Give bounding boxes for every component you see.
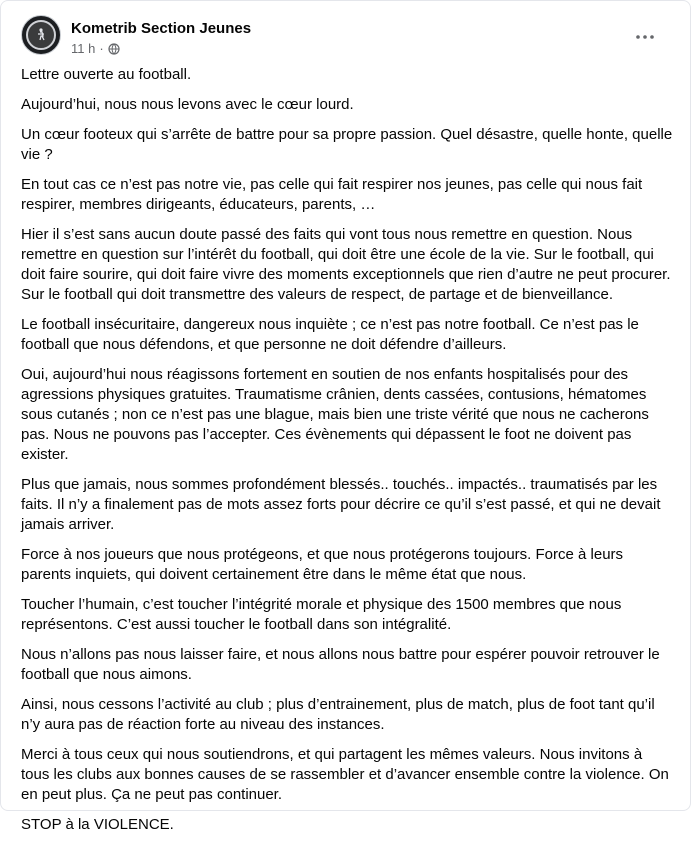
club-logo-icon — [26, 20, 56, 50]
post-paragraph: Force à nos joueurs que nous protégeons, et que nous protégerons toujours. Force à leurs parents inquiets, qui doivent certainement être dans le même état que nous. — [21, 546, 624, 583]
post-header — [21, 15, 674, 59]
post-paragraph: Nous n’allons pas nous laisser faire, et nous allons nous battre pour espérer pouvoir retrouver le football que nous aimons. — [21, 646, 660, 683]
post-paragraph: Oui, aujourd’hui nous réagissons fortement en soutien de nos enfants hospitalisés pour des agressions physiques gratuites. Traumatisme crânien, dents cassées, contusions, hématomes sous cutanés ; non ce n’est pas une blague, mais bien une triste vérité que nous ne cacherons pas. Nous ne pouvons pas l’accepter. Ces évènements qui dépassent le foot ne doivent pas exister. — [21, 366, 649, 463]
runner-icon — [33, 27, 49, 43]
more-horizontal-icon — [636, 35, 654, 39]
post-paragraph: Merci à tous ceux qui nous soutiendrons, et qui partagent les mêmes valeurs. Nous invitons à tous les clubs aux bonnes causes de se rassembler et d’avancer ensemble contre la violence. On en peut plus. Ça ne peut pas continuer. — [21, 746, 669, 803]
post-paragraph: STOP à la VIOLENCE. — [21, 816, 174, 833]
post-paragraph: Hier il s’est sans aucun doute passé des faits qui vont tous nous remettre en question. Nous remettre en question sur l’intérêt du football, qui doit être une école de la vie. Sur le football, qui doit faire sourire, qui doit faire vivre des moments exceptionnels que rien d’autre ne peut procurer. Sur le football qui doit transmettre des valeurs de respect, de partage et de bienveillance. — [21, 226, 671, 303]
post-paragraph: Lettre ouverte au football. — [21, 66, 192, 83]
post-paragraph: Aujourd’hui, nous nous levons avec le cœur lourd. — [21, 96, 354, 113]
post-paragraph: En tout cas ce n’est pas notre vie, pas celle qui fait respirer nos jeunes, pas celle qui nous fait respirer, membres dirigeants, éducateurs, parents, … — [21, 176, 643, 213]
avatar[interactable] — [21, 15, 61, 55]
post-paragraph: Ainsi, nous cessons l’activité au club ; plus d’entrainement, plus de match, plus de foot tant qu’il n’y aura pas de réaction forte au niveau des instances. — [21, 696, 655, 733]
meta-separator: · — [99, 41, 104, 56]
post-paragraph: Plus que jamais, nous sommes profondément blessés.. touchés.. impactés.. traumatisés par les faits. Il n’y a finalement pas de mots assez forts pour décrire ce qu’il s’est passé, et qui ne devait jamais arriver. — [21, 476, 661, 533]
globe-icon — [108, 43, 120, 55]
post-paragraph: Le football insécuritaire, dangereux nous inquiète ; ce n’est pas notre football. Ce n’est pas le football que nous défendons, et que personne ne doit défendre d’ailleurs. — [21, 316, 639, 353]
post-body — [21, 65, 673, 845]
post-meta — [71, 41, 120, 56]
page-name-link[interactable]: Kometrib Section Jeunes — [71, 20, 252, 37]
post-time[interactable]: 11 h — [71, 41, 96, 56]
post-paragraph: Toucher l’humain, c’est toucher l’intégrité morale et physique des 1500 membres que nous représentons. C’est aussi toucher le football dans son intégralité. — [21, 596, 622, 633]
post-paragraph: Un cœur footeux qui s’arrête de battre pour sa propre passion. Quel désastre, quelle honte, quelle vie ? — [21, 126, 673, 163]
more-options-button[interactable] — [630, 25, 660, 49]
